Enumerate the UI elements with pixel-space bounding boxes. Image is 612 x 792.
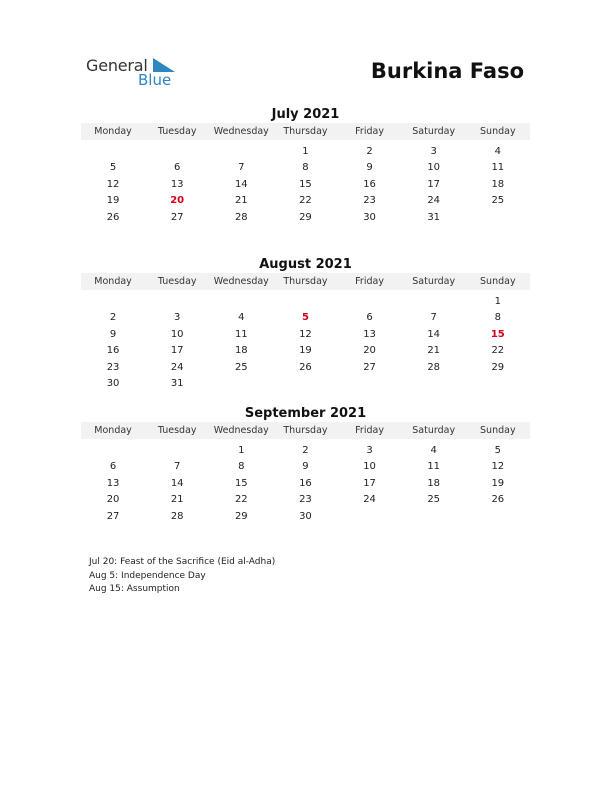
weekday-label: Thursday <box>283 425 328 436</box>
day-cell: 19 <box>299 345 312 357</box>
weekday-label: Friday <box>355 276 384 287</box>
day-cell: 18 <box>427 477 441 489</box>
day-cell: 1 <box>238 444 245 456</box>
week-row <box>81 492 530 509</box>
day-cell: 28 <box>170 510 184 522</box>
day-cell: 16 <box>106 345 120 357</box>
month-august <box>81 256 530 392</box>
weekday-label: Saturday <box>412 425 456 436</box>
week-row <box>81 193 530 210</box>
week-row <box>81 209 530 226</box>
day-cell: 20 <box>106 494 120 506</box>
day-cell: 1 <box>302 145 309 157</box>
week-row <box>81 160 530 177</box>
holiday-day-cell: 15 <box>490 328 505 340</box>
day-cell: 4 <box>238 312 245 324</box>
day-cell: 9 <box>109 328 117 340</box>
holiday-note: Jul 20: Feast of the Sacrifice (Eid al-Adha) <box>89 557 276 567</box>
month-july <box>81 106 530 226</box>
day-cell: 10 <box>170 328 184 340</box>
week-row <box>81 293 530 310</box>
day-cell: 14 <box>427 328 441 340</box>
week-row <box>81 176 530 193</box>
day-cell: 16 <box>363 178 376 190</box>
holiday-day-cell: 20 <box>170 195 185 207</box>
week-row <box>81 459 530 476</box>
weekday-label: Monday <box>94 126 132 137</box>
week-row <box>81 359 530 376</box>
day-cell: 26 <box>299 361 312 373</box>
day-cell: 9 <box>366 162 373 174</box>
day-cell: 28 <box>427 361 441 373</box>
day-cell: 2 <box>366 145 373 157</box>
holiday-note: Aug 15: Assumption <box>89 584 180 594</box>
weekday-label: Monday <box>94 276 132 287</box>
weekday-label: Sunday <box>480 425 516 436</box>
day-cell: 6 <box>174 162 181 174</box>
day-cell: 26 <box>106 211 120 223</box>
day-cell: 13 <box>106 477 120 489</box>
weekday-label: Sunday <box>480 276 516 287</box>
day-cell: 27 <box>170 211 184 223</box>
day-cell: 19 <box>106 195 120 207</box>
holiday-day-cell: 5 <box>301 312 309 324</box>
day-cell: 25 <box>234 361 248 373</box>
day-cell: 10 <box>427 162 441 174</box>
week-row <box>81 143 530 160</box>
day-cell: 7 <box>174 461 181 473</box>
day-cell: 31 <box>170 378 184 390</box>
day-cell: 17 <box>427 178 441 190</box>
weekday-header <box>81 422 530 439</box>
day-cell: 2 <box>302 444 309 456</box>
day-cell: 31 <box>427 211 441 223</box>
day-cell: 18 <box>234 345 248 357</box>
day-cell: 30 <box>363 211 376 223</box>
logo-text-general: General <box>86 56 148 75</box>
day-cell: 12 <box>299 328 312 340</box>
day-cell: 24 <box>363 494 376 506</box>
day-cell: 3 <box>430 145 437 157</box>
day-cell: 5 <box>494 444 501 456</box>
day-cell: 8 <box>494 312 501 324</box>
day-cell: 3 <box>366 444 373 456</box>
weekday-label: Friday <box>355 425 384 436</box>
week-row <box>81 376 530 393</box>
day-cell: 3 <box>174 312 181 324</box>
day-cell: 25 <box>427 494 441 506</box>
weekday-label: Wednesday <box>213 425 269 436</box>
day-cell: 6 <box>109 461 117 473</box>
day-cell: 2 <box>109 312 117 324</box>
day-cell: 1 <box>494 295 501 307</box>
day-cell: 8 <box>238 461 245 473</box>
day-cell: 22 <box>234 494 248 506</box>
day-cell: 15 <box>299 178 312 190</box>
weekday-label: Saturday <box>412 126 456 137</box>
day-cell: 7 <box>430 312 437 324</box>
day-cell: 9 <box>302 461 309 473</box>
day-cell: 6 <box>366 312 373 324</box>
day-cell: 8 <box>302 162 309 174</box>
day-cell: 28 <box>234 211 248 223</box>
month-september <box>81 405 530 525</box>
day-grid <box>81 293 530 392</box>
month-title: September 2021 <box>244 406 367 421</box>
day-cell: 24 <box>170 361 184 373</box>
weekday-label: Thursday <box>283 126 328 137</box>
day-cell: 19 <box>491 477 505 489</box>
weekday-label: Wednesday <box>213 276 269 287</box>
day-cell: 17 <box>170 345 184 357</box>
day-cell: 24 <box>427 195 441 207</box>
holiday-notes <box>89 556 275 597</box>
day-cell: 23 <box>299 494 312 506</box>
day-cell: 30 <box>299 510 312 522</box>
weekday-label: Monday <box>94 425 132 436</box>
day-cell: 30 <box>106 378 120 390</box>
day-cell: 12 <box>106 178 120 190</box>
generalblue-logo <box>86 56 186 92</box>
weekday-label: Sunday <box>480 126 516 137</box>
day-cell: 17 <box>363 477 376 489</box>
weekday-label: Saturday <box>412 276 456 287</box>
weekday-header <box>81 273 530 290</box>
day-cell: 11 <box>427 461 441 473</box>
day-cell: 20 <box>363 345 376 357</box>
week-row <box>81 310 530 327</box>
weekday-label: Wednesday <box>213 126 269 137</box>
day-cell: 7 <box>238 162 245 174</box>
weekday-header <box>81 123 530 140</box>
day-cell: 21 <box>170 494 184 506</box>
week-row <box>81 343 530 360</box>
country-title: Burkina Faso <box>370 59 524 83</box>
day-cell: 22 <box>299 195 312 207</box>
day-cell: 15 <box>234 477 248 489</box>
day-cell: 21 <box>427 345 441 357</box>
day-cell: 5 <box>109 162 117 174</box>
weekday-label: Tuesday <box>157 126 197 137</box>
day-cell: 13 <box>363 328 376 340</box>
logo-flag-icon <box>153 58 175 72</box>
month-title: August 2021 <box>259 257 352 272</box>
week-row <box>81 508 530 525</box>
week-row <box>81 475 530 492</box>
day-cell: 27 <box>106 510 120 522</box>
day-cell: 27 <box>363 361 376 373</box>
day-cell: 25 <box>491 195 505 207</box>
weekday-label: Tuesday <box>157 276 197 287</box>
weekday-label: Tuesday <box>157 425 197 436</box>
day-cell: 16 <box>299 477 312 489</box>
weekday-label: Thursday <box>283 276 328 287</box>
day-grid <box>81 143 530 226</box>
month-title: July 2021 <box>271 107 340 122</box>
day-cell: 29 <box>491 361 505 373</box>
day-cell: 18 <box>491 178 505 190</box>
holiday-note: Aug 5: Independence Day <box>89 570 206 581</box>
day-cell: 14 <box>234 178 248 190</box>
day-cell: 4 <box>430 444 437 456</box>
day-cell: 13 <box>170 178 184 190</box>
day-cell: 11 <box>491 162 505 174</box>
day-cell: 4 <box>494 145 501 157</box>
day-cell: 23 <box>106 361 120 373</box>
week-row <box>81 442 530 459</box>
day-cell: 22 <box>491 345 505 357</box>
day-cell: 12 <box>491 461 505 473</box>
day-cell: 26 <box>491 494 505 506</box>
day-cell: 21 <box>234 195 248 207</box>
logo-text-blue: Blue <box>138 71 172 89</box>
day-cell: 14 <box>170 477 184 489</box>
day-cell: 10 <box>363 461 376 473</box>
day-cell: 29 <box>299 211 312 223</box>
day-cell: 23 <box>363 195 376 207</box>
day-cell: 29 <box>234 510 248 522</box>
day-grid <box>81 442 530 525</box>
weekday-label: Friday <box>355 126 384 137</box>
day-cell: 11 <box>234 328 248 340</box>
week-row <box>81 326 530 343</box>
